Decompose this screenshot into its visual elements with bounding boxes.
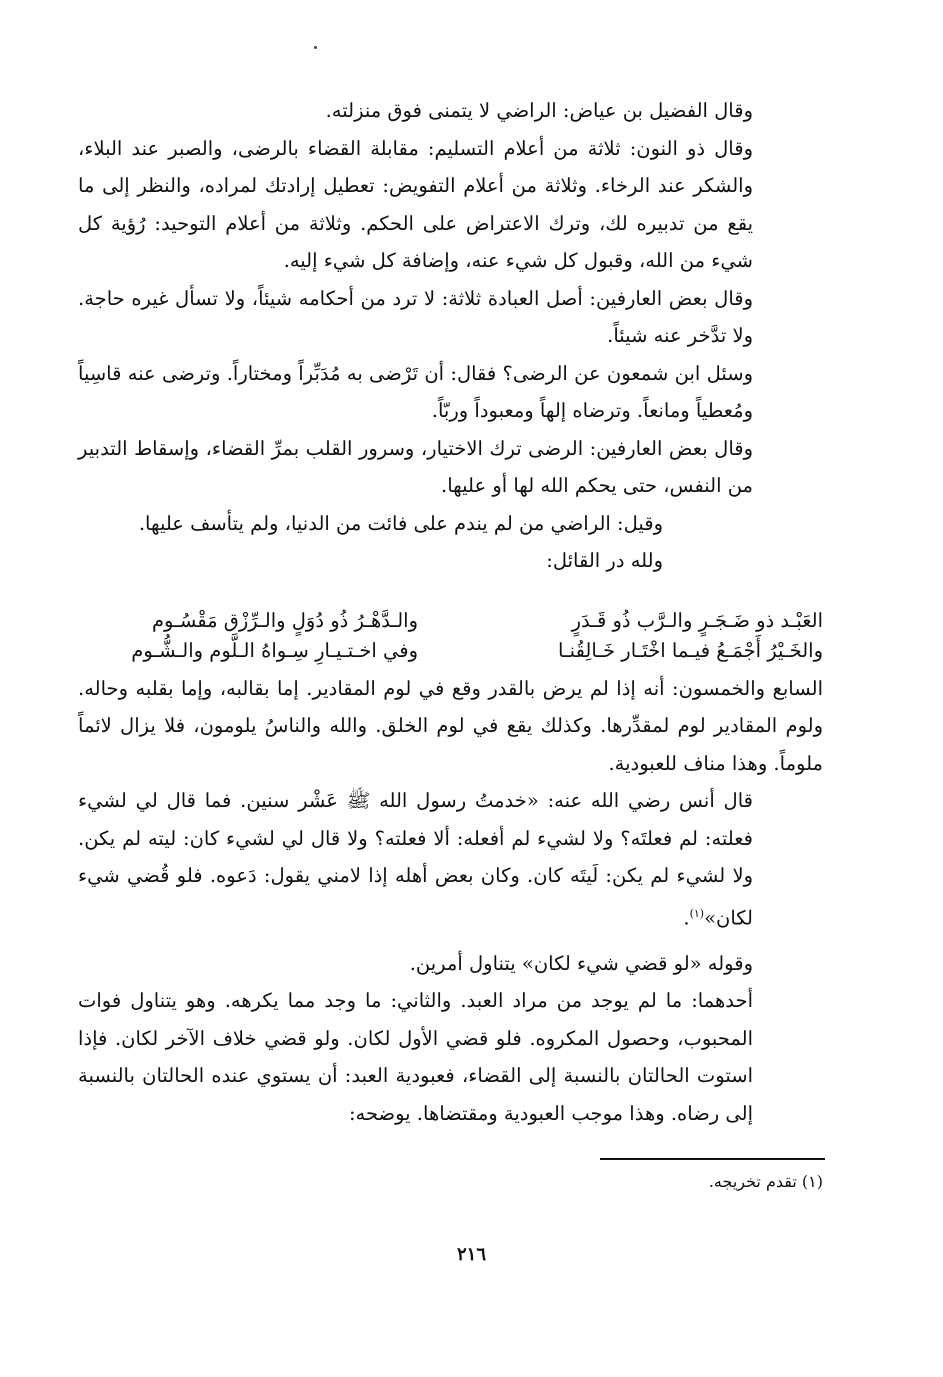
paragraph-explanation: أحدهما: ما لم يوجد من مراد العبد. والثاني: ما وجد مما يكرهه. وهو يتناول فوات المحبوب، وحصول المكروه. فلو قضي الأول لكان. ولو قضي خلاف الآخر لكان. فإذا استوت الحالتان بالنسبة إلى القضاء، فعبودية العبد: أن يستوي عنده الحالتان بالنسبة إلى رضاه. وهذا موجب العبودية ومقتضاها. يوضحه:	[78, 989, 753, 1125]
poem	[78, 606, 823, 666]
hadith-text: قال أنس رضي الله عنه: «خدمتُ رسول الله ﷺ عَشْر سنين. فما قال لي لشيء فعلته: لم فعلتَه؟ ولا لشيء لم أفعله: ألا فعلته؟ ولا قال لي لشيء كان: ليته لم يكن. ولا لشيء لم يكن: لَيتَه كان. وكان بعض أهله إذا لامني يقول: دَعوه. فلو قُضي شيء لكان»	[78, 789, 753, 929]
footnote-marker: (١)	[689, 906, 705, 920]
paragraph-poet-intro: ولله در القائل:	[546, 549, 663, 572]
paragraph-arifin-1: وقال بعض العارفين: أصل العبادة ثلاثة: لا ترد من أحكامه شيئاً، ولا تسأل غيره حاجة. ولا تدَّخر عنه شيئاً.	[78, 286, 753, 347]
footnote: (١) تقدم تخريجه.	[708, 1172, 823, 1191]
paragraph-arifin-2: وقال بعض العارفين: الرضى ترك الاختيار، وسرور القلب بمرِّ القضاء، وإسقاط التدبير من النفس، حتى يحكم الله لها أو عليها.	[78, 436, 753, 497]
paragraph-ibn-shamun: وسئل ابن شمعون عن الرضى؟ فقال: أن تَرْضى به مُدَبِّراً ومختاراً. وترضى عنه قاسِياً ومُعطياً ومانعاً. وترضاه إلهاً ومعبوداً وربّاً.	[78, 361, 753, 422]
poem-hemistich: والخَـيْرُ أَجْمَـعُ فيـما اخْتَـار خَـالِقُنـا	[558, 638, 823, 662]
paragraph-two-matters: وقوله «لو قضي شيء لكان» يتناول أمرين.	[409, 951, 753, 975]
paragraph-dhu-nun: وقال ذو النون: ثلاثة من أعلام التسليم: مقابلة القضاء بالرضى، والصبر عند البلاء، والشكر عند الرخاء. وثلاثة من أعلام التفويض: تعطيل إرادتك لمراده، والنظر إلى ما يقع من تدبيره لك، وترك الاعتراض على الحكم. وثلاثة من أعلام التوحيد: رُؤية كل شيء من الله، وقبول كل شيء عنه، وإضافة كل شيء إليه.	[78, 136, 753, 272]
paragraph-qil: وقيل: الراضي من لم يندم على فائت من الدنيا، ولم يتأسف عليها.	[138, 511, 663, 535]
poem-hemistich: العَبْـد ذو ضَـجَـرٍ والـرَّب ذُو قَـدَرٍ	[571, 608, 823, 632]
print-speck	[314, 46, 317, 49]
body-text	[78, 92, 823, 1132]
paragraph-57: السابع والخمسون: أنه إذا لم يرض بالقدر وقع في لوم المقادير. إما بقالبه، وإما بقلبه وحاله. ولوم المقادير لوم لمقدِّرها. وكذلك يقع في لوم الخلق. والله والناسُ يلومون، فلا يزال لائماً ملوماً. وهذا مناف للعبودية.	[78, 676, 823, 775]
page-number: ٢١٦	[456, 1244, 486, 1265]
paragraph-fudayl: وقال الفضيل بن عياض: الراضي لا يتمنى فوق منزلته.	[325, 99, 753, 122]
poem-hemistich: وفي اخـتـيـارِ سِـواهُ الـلَّوم والـشُّـوم	[131, 638, 418, 662]
footnote-separator	[600, 1158, 825, 1160]
poem-hemistich: والـدَّهْـرُ ذُو دُوَلٍ والـرِّزْق مَقْسُـوم	[151, 608, 418, 632]
paragraph-anas-hadith: قال أنس رضي الله عنه: «خدمتُ رسول الله ﷺ عَشْر سنين. فما قال لي لشيء فعلته: لم فعلتَه؟ ولا لشيء لم أفعله: ألا فعلته؟ ولا قال لي لشيء كان: ليته لم يكن. ولا لشيء لم يكن: لَيتَه كان. وكان بعض أهله إذا لامني يقول: دَعوه. فلو قُضي شيء لكان»$^{(١)}$.	[78, 789, 753, 929]
poem-verse-2	[78, 636, 823, 666]
poem-verse-1	[78, 606, 823, 636]
